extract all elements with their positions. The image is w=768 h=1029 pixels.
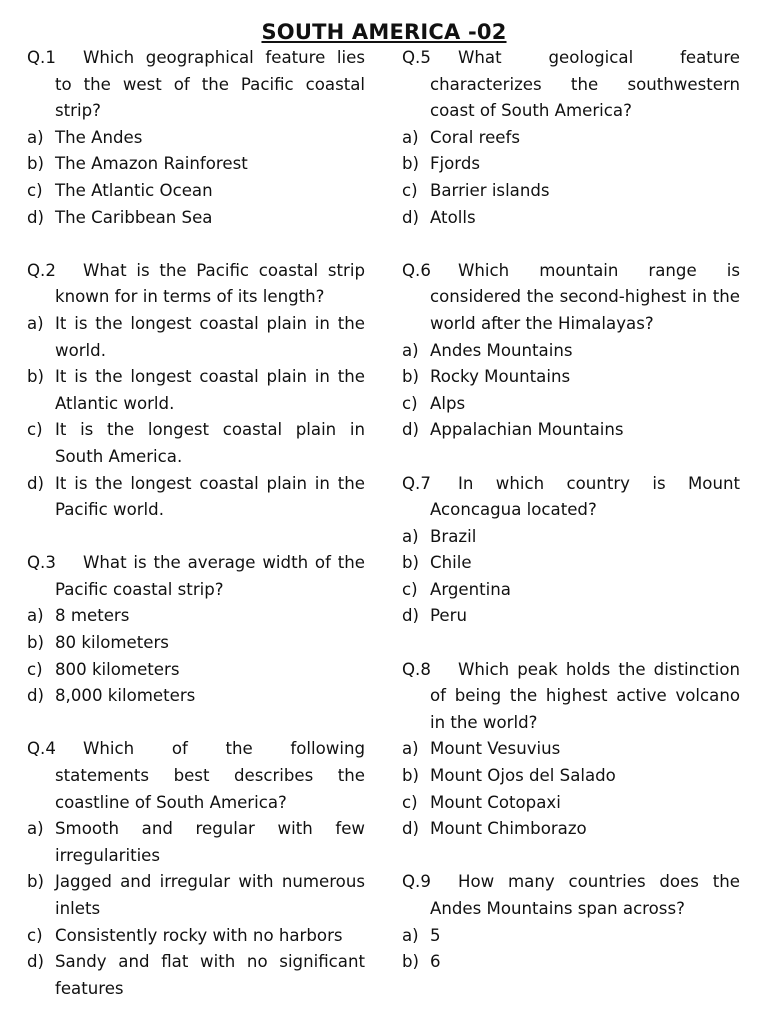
answer-option [402, 923, 740, 950]
option-label: b) [27, 154, 45, 174]
option-text: 6 [430, 952, 441, 972]
option-text: It is the longest coastal plain in the Atlantic world. [55, 367, 365, 413]
option-label: b) [402, 766, 420, 786]
option-label: a) [27, 313, 44, 333]
option-label: a) [27, 127, 44, 147]
question-number: Q.1 [27, 48, 56, 67]
left-question-column [27, 45, 365, 1029]
option-text: Alps [430, 393, 466, 413]
answer-option [27, 603, 365, 630]
option-label: a) [402, 127, 419, 147]
question-number: Q.9 [402, 872, 431, 892]
answer-option [27, 125, 365, 152]
question-stem [27, 736, 365, 816]
option-text: Argentina [430, 579, 511, 599]
option-label: b) [402, 367, 420, 387]
answer-option [27, 311, 365, 364]
answer-option [402, 763, 740, 790]
option-label: b) [27, 872, 45, 892]
question-number: Q.4 [27, 739, 56, 759]
answer-option [402, 577, 740, 604]
option-text: It is the longest coastal plain in the Pacific world. [55, 473, 365, 520]
question-text: How many countries does the Andes Mountains span across? [430, 872, 740, 918]
question-stem [402, 45, 740, 125]
option-label: a) [402, 739, 419, 759]
answer-option [402, 205, 740, 232]
option-text: Fjords [430, 154, 481, 174]
question-block [402, 45, 740, 231]
option-label: d) [27, 473, 45, 493]
answer-option [402, 417, 740, 444]
question-block [402, 471, 740, 631]
option-label: a) [402, 526, 419, 546]
answer-option [402, 391, 740, 418]
option-text: Consistently rocky with no harbors [55, 925, 343, 945]
answer-option [402, 790, 740, 817]
option-text: Mount Ojos del Salado [430, 766, 616, 786]
answer-option [27, 205, 365, 232]
option-label: b) [402, 553, 420, 573]
question-text: Which peak holds the distinction of being the highest active volcano in the world? [430, 659, 740, 732]
answer-option [402, 151, 740, 178]
option-text: It is the longest coastal plain in the world. [55, 313, 365, 360]
option-label: d) [402, 207, 420, 227]
option-text: Barrier islands [430, 180, 550, 200]
question-number: Q.8 [402, 659, 431, 679]
option-label: d) [27, 952, 45, 972]
option-text: Peru [430, 606, 467, 626]
option-text: The Amazon Rainforest [55, 154, 248, 174]
option-label: c) [402, 180, 418, 200]
option-label: c) [27, 420, 43, 440]
option-text: Chile [430, 553, 472, 573]
question-text: Which geographical feature lies to the west of the Pacific coastal strip? [55, 48, 365, 121]
answer-option [402, 178, 740, 205]
answer-option [27, 471, 365, 524]
answer-option [27, 151, 365, 178]
answer-option [402, 125, 740, 152]
question-block [402, 258, 740, 444]
answer-option [27, 816, 365, 869]
option-label: a) [402, 925, 419, 945]
question-number: Q.6 [402, 260, 431, 280]
option-label: b) [27, 633, 45, 653]
answer-option [27, 417, 365, 470]
option-text: It is the longest coastal plain in South America. [55, 420, 365, 466]
option-text: The Caribbean Sea [55, 207, 213, 227]
page-title: SOUTH AMERICA -02 [261, 20, 507, 44]
option-label: b) [402, 952, 420, 972]
answer-option [27, 949, 365, 1002]
question-stem [402, 657, 740, 737]
question-block [27, 258, 365, 524]
option-text: The Atlantic Ocean [55, 180, 213, 200]
option-text: Appalachian Mountains [430, 420, 624, 440]
option-text: Mount Vesuvius [430, 739, 561, 759]
question-block [402, 657, 740, 843]
answer-option [27, 178, 365, 205]
option-label: c) [27, 180, 43, 200]
option-label: d) [27, 207, 45, 227]
option-text: 80 kilometers [55, 633, 169, 653]
right-question-column [402, 45, 740, 1002]
option-label: c) [27, 659, 43, 679]
option-text: Mount Chimborazo [430, 819, 587, 839]
option-text: Jagged and irregular with numerous inlets [55, 872, 365, 918]
question-number: Q.7 [402, 473, 431, 493]
option-text: Smooth and regular with few irregularities [55, 819, 365, 865]
answer-option [402, 736, 740, 763]
option-text: Brazil [430, 526, 477, 546]
question-text: Which mountain range is considered the second-highest in the world after the Himalayas? [430, 260, 740, 333]
question-block [27, 550, 365, 710]
answer-option [27, 657, 365, 684]
option-label: c) [402, 579, 418, 599]
question-stem [27, 550, 365, 603]
question-block [27, 45, 365, 231]
option-label: d) [402, 606, 420, 626]
option-label: d) [402, 819, 420, 839]
answer-option [402, 949, 740, 976]
answer-option [27, 630, 365, 657]
option-text: Rocky Mountains [430, 367, 571, 387]
option-label: a) [27, 819, 44, 839]
question-stem [27, 45, 365, 125]
answer-option [402, 338, 740, 365]
question-text: In which country is Mount Aconcagua located? [430, 473, 740, 520]
question-block [402, 869, 740, 975]
question-stem [402, 869, 740, 922]
answer-option [402, 550, 740, 577]
question-text: What is the Pacific coastal strip known for in terms of its length? [55, 260, 365, 307]
question-text: Which of the following statements best describes the coastline of South America? [55, 739, 365, 812]
option-text: The Andes [55, 127, 143, 147]
option-label: c) [402, 393, 418, 413]
answer-option [27, 683, 365, 710]
answer-option [27, 923, 365, 950]
option-label: c) [402, 792, 418, 812]
option-text: 8,000 kilometers [55, 686, 196, 706]
question-text: What geological feature characterizes the southwestern coast of South America? [430, 48, 740, 121]
question-text: What is the average width of the Pacific coastal strip? [55, 553, 365, 599]
question-number: Q.5 [402, 48, 431, 67]
option-text: 5 [430, 925, 441, 945]
question-block [27, 736, 365, 1002]
answer-option [402, 524, 740, 551]
option-label: a) [402, 340, 419, 360]
option-text: Andes Mountains [430, 340, 573, 360]
option-text: Mount Cotopaxi [430, 792, 561, 812]
answer-option [402, 816, 740, 843]
option-label: d) [27, 686, 45, 706]
question-number: Q.3 [27, 553, 56, 573]
question-stem [27, 258, 365, 311]
answer-option [402, 603, 740, 630]
option-label: d) [402, 420, 420, 440]
option-text: Coral reefs [430, 127, 520, 147]
question-stem [402, 471, 740, 524]
option-label: a) [27, 606, 44, 626]
option-label: c) [27, 925, 43, 945]
question-stem [402, 258, 740, 338]
option-text: 8 meters [55, 606, 130, 626]
option-text: Sandy and flat with no significant features [55, 952, 365, 998]
option-label: b) [27, 367, 45, 387]
option-label: b) [402, 154, 420, 174]
question-number: Q.2 [27, 260, 56, 280]
answer-option [402, 364, 740, 391]
answer-option [27, 869, 365, 922]
option-text: 800 kilometers [55, 659, 180, 679]
answer-option [27, 364, 365, 417]
option-text: Atolls [430, 207, 476, 227]
